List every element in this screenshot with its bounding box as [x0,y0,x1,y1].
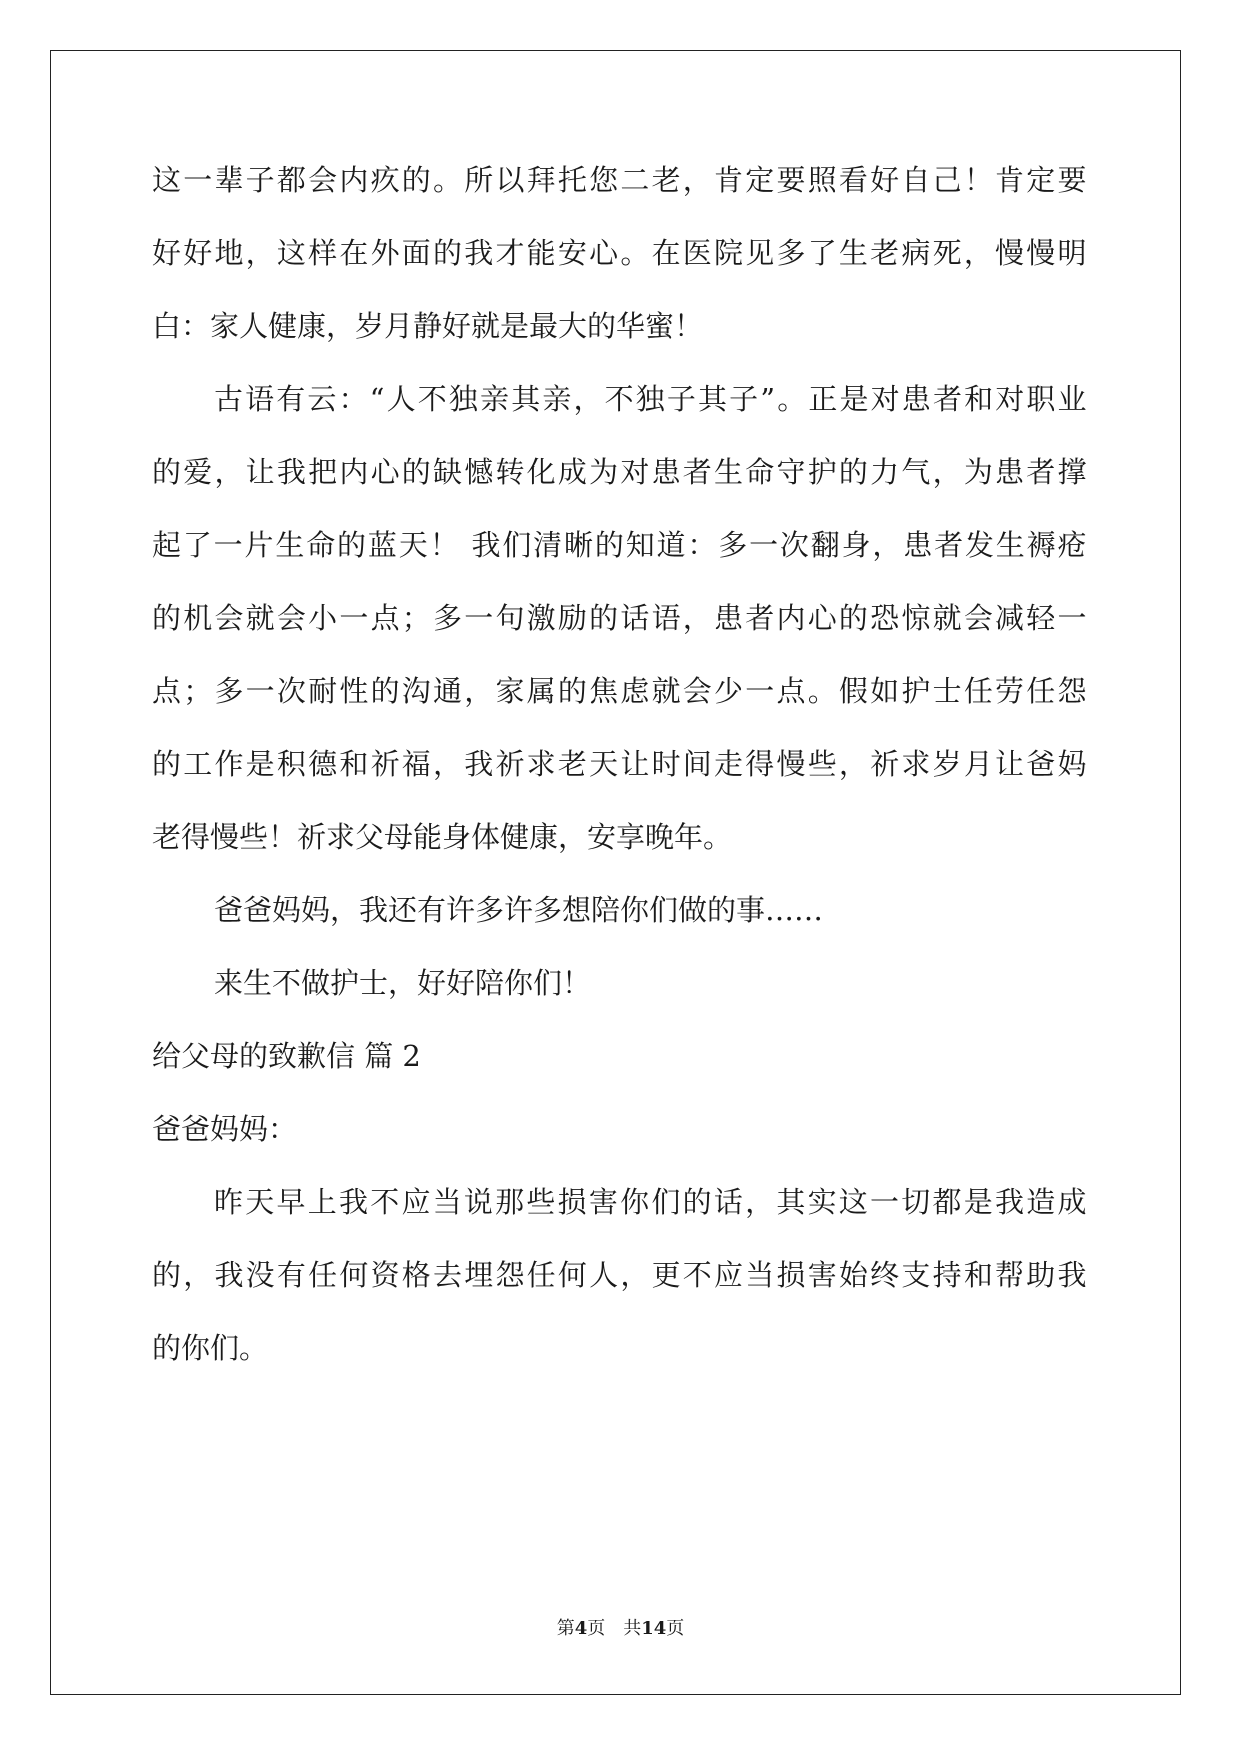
paragraph-line: 爸爸妈妈，我还有许多许多想陪你们做的事…… [214,893,824,927]
section-heading: 给父母的致歉信 篇 2 [152,1039,421,1073]
paragraph-line: 昨天早上我不应当说那些损害你们的话，其实这一切都是我造成 [214,1185,1087,1219]
paragraph-line: 的爱，让我把内心的缺憾转化成为对患者生命守护的力气，为患者撑 [152,455,1087,489]
paragraph-line: 的机会就会小一点；多一句激励的话语，患者内心的恐惊就会减轻一 [152,601,1087,635]
paragraph-line: 好好地，这样在外面的我才能安心。在医院见多了生老病死，慢慢明 [152,236,1087,270]
paragraph-line: 的工作是积德和祈福，我祈求老天让时间走得慢些，祈求岁月让爸妈 [152,747,1087,781]
salutation: 爸爸妈妈： [152,1112,298,1146]
total-page-count: 14 [641,1618,667,1639]
page-footer [0,1617,1241,1641]
paragraph-line: 这一辈子都会内疚的。所以拜托您二老，肯定要照看好自己！肯定要 [152,163,1087,197]
paragraph-line: 的你们。 [152,1331,269,1365]
footer-suffix: 页 [666,1618,685,1639]
paragraph-line: 起了一片生命的蓝天！ 我们清晰的知道：多一次翻身，患者发生褥疮 [152,528,1087,562]
page-border [50,50,1181,1695]
paragraph-line: 白：家人健康，岁月静好就是最大的华蜜！ [152,309,704,343]
footer-mid: 页 共 [587,1618,642,1639]
paragraph-line: 古语有云：“人不独亲其亲，不独子其子”。正是对患者和对职业 [214,382,1087,416]
paragraph-line: 老得慢些！祈求父母能身体健康，安享晚年。 [152,820,733,854]
footer-prefix: 第 [556,1618,575,1639]
current-page-number: 4 [574,1618,588,1639]
paragraph-line: 来生不做护士，好好陪你们！ [214,966,592,1000]
paragraph-line: 的，我没有任何资格去埋怨任何人，更不应当损害始终支持和帮助我 [152,1258,1087,1292]
paragraph-line: 点；多一次耐性的沟通，家属的焦虑就会少一点。假如护士任劳任怨 [152,674,1087,708]
